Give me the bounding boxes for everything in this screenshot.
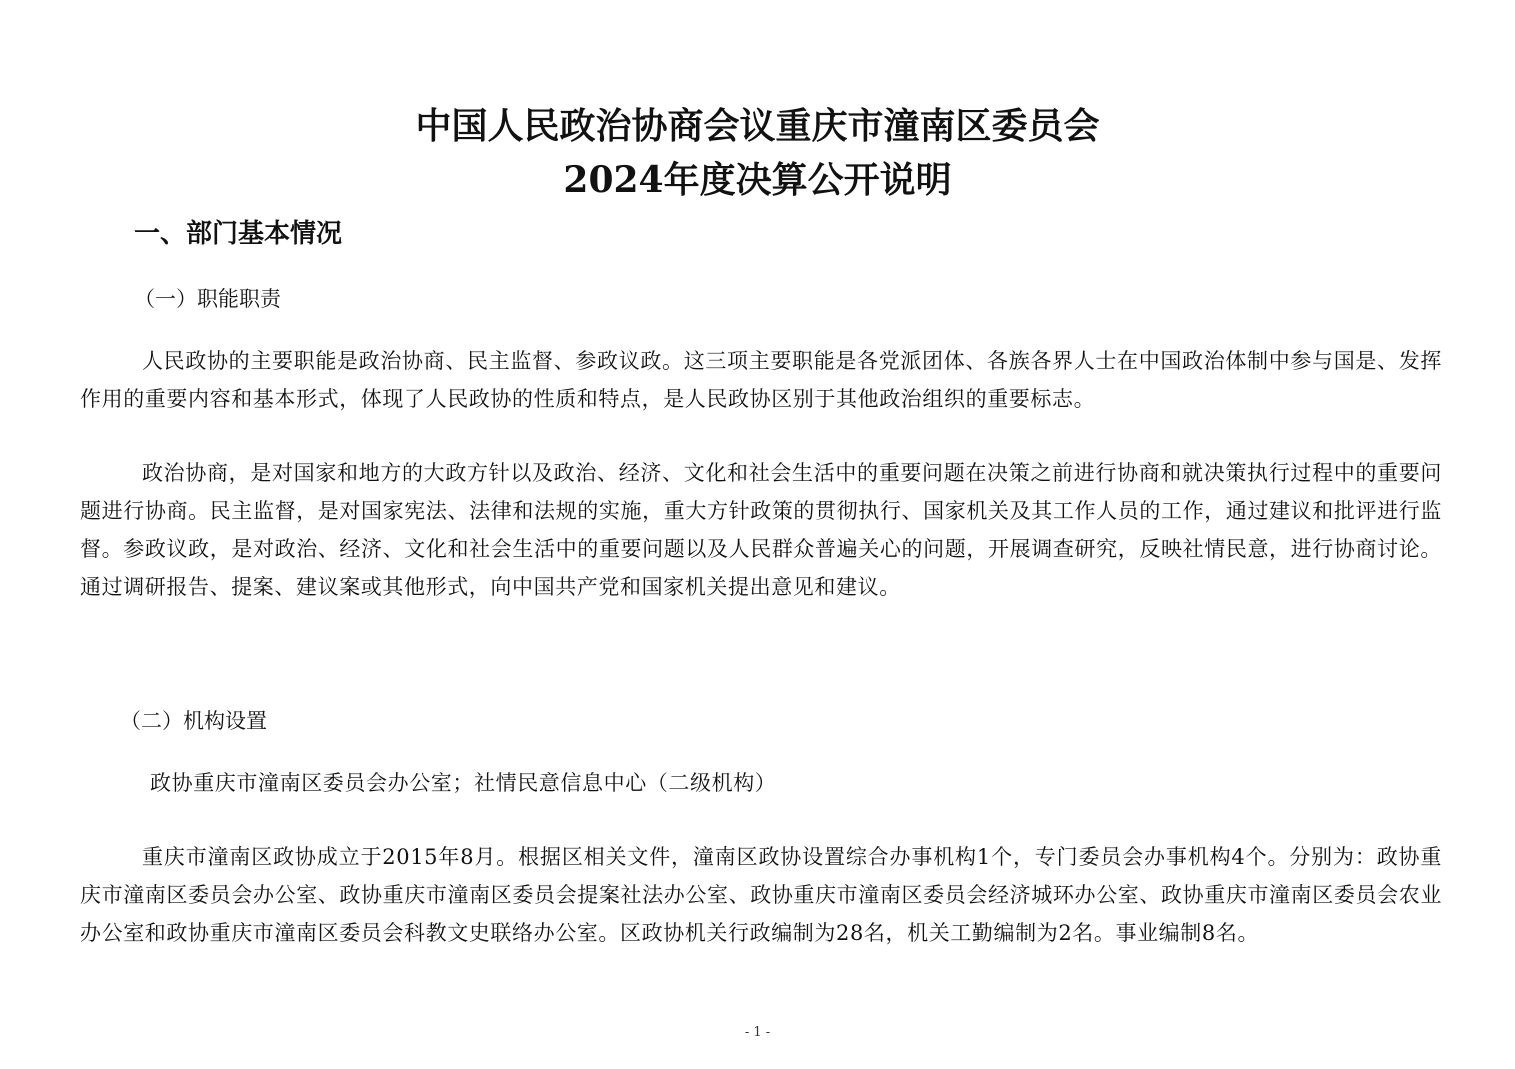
paragraph-main-functions: 人民政协的主要职能是政治协商、民主监督、参政议政。这三项主要职能是各党派团体、各族各界人士在中国政治体制中参与国是、发挥作用的重要内容和基本形式，体现了人民政协的性质和特点，是人民政协区别于其他政治组织的重要标志。 — [80, 349, 1442, 411]
paragraph-organization-units: 政协重庆市潼南区委员会办公室；社情民意信息中心（二级机构） — [150, 771, 777, 795]
section-heading-basic-info: 一、部门基本情况 — [134, 219, 343, 249]
document-title-line2: 2024年度决算公开说明 — [563, 159, 952, 201]
document-title-line1: 中国人民政治协商会议重庆市潼南区委员会 — [415, 105, 1100, 147]
subsection-heading-organization: （二）机构设置 — [120, 709, 267, 733]
paragraph-organization-history: 重庆市潼南区政协成立于2015年8月。根据区相关文件，潼南区政协设置综合办事机构1个，专门委员会办事机构4个。分别为：政协重庆市潼南区委员会办公室、政协重庆市潼南区委员会提案社法办公室、政协重庆市潼南区委员会经济城环办公室、政协重庆市潼南区委员会农业办公室和政协重庆市潼南区委员会科教文史联络办公室。区政协机关行政编制为28名，机关工勤编制为2名。事业编制8名。 — [80, 845, 1442, 945]
paragraph-function-details: 政治协商，是对国家和地方的大政方针以及政治、经济、文化和社会生活中的重要问题在决策之前进行协商和就决策执行过程中的重要问题进行协商。民主监督，是对国家宪法、法律和法规的实施，重大方针政策的贯彻执行、国家机关及其工作人员的工作，通过建议和批评进行监督。参政议政，是对政治、经济、文化和社会生活中的重要问题以及人民群众普遍关心的问题，开展调查研究，反映社情民意，进行协商讨论。通过调研报告、提案、建议案或其他形式，向中国共产党和国家机关提出意见和建议。 — [80, 461, 1442, 599]
subsection-heading-functions: （一）职能职责 — [134, 287, 281, 311]
page-number: - 1 - — [744, 1025, 771, 1040]
